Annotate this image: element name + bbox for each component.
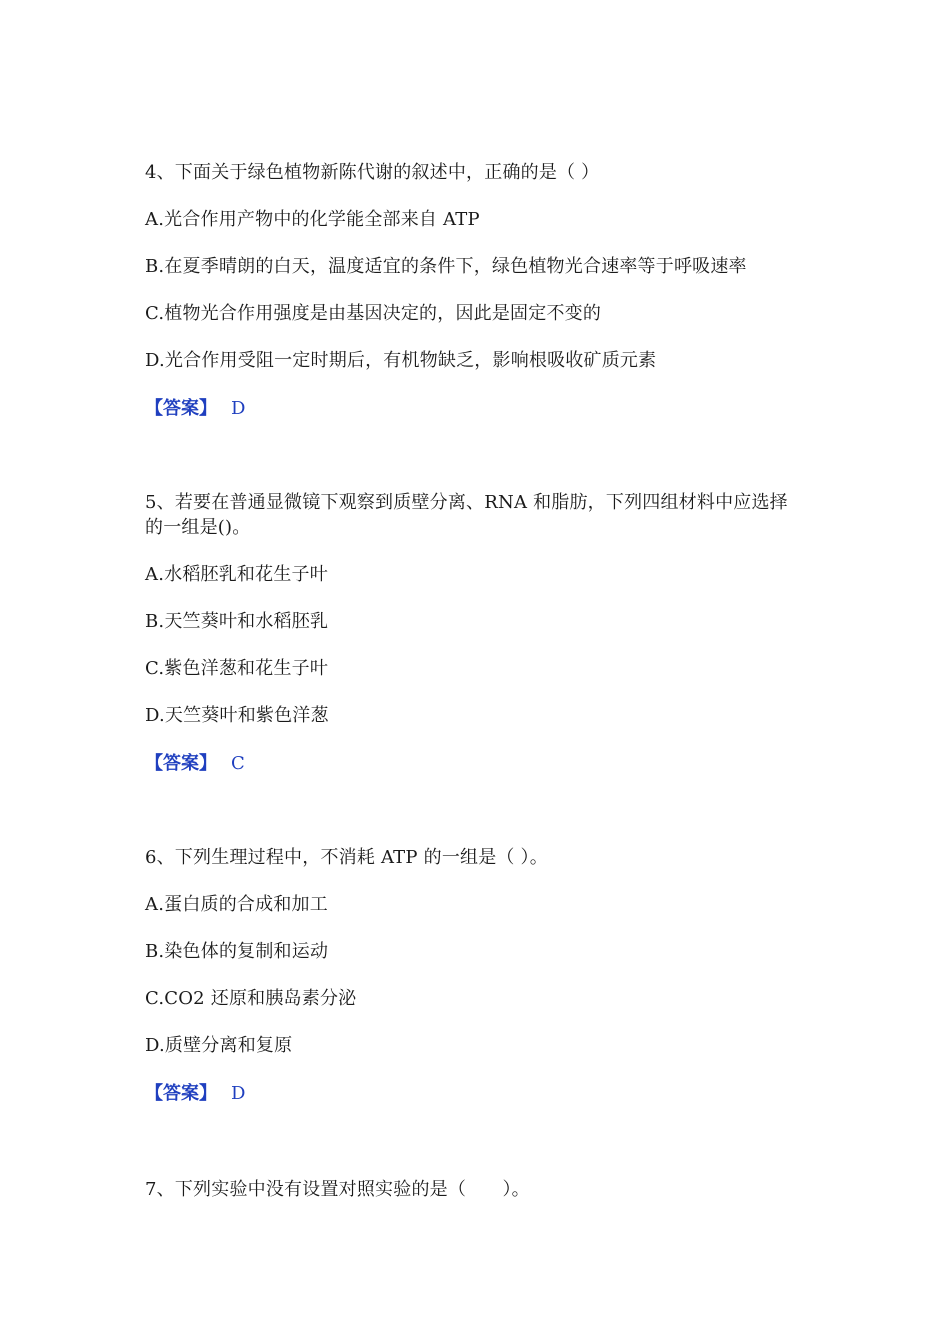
question-6-answer <box>145 1081 245 1107</box>
question-4-stem: 4、下面关于绿色植物新陈代谢的叙述中，正确的是（ ） <box>145 162 600 183</box>
answer-value: D <box>231 398 246 419</box>
question-6-option-b: B.染色体的复制和运动 <box>145 941 329 962</box>
question-6-stem: 6、下列生理过程中，不消耗 ATP 的一组是（ ）。 <box>145 847 548 868</box>
question-4-option-b: B.在夏季晴朗的白天，温度适宜的条件下，绿色植物光合速率等于呼吸速率 <box>145 256 747 277</box>
answer-value: C <box>231 753 245 774</box>
answer-label: 【答案】 <box>145 753 217 774</box>
question-4-option-d: D.光合作用受阻一定时期后，有机物缺乏，影响根吸收矿质元素 <box>145 350 657 371</box>
question-5-option-c: C.紫色洋葱和花生子叶 <box>145 658 329 679</box>
question-6-option-c: C.CO2 还原和胰岛素分泌 <box>145 988 357 1009</box>
question-5-option-d: D.天竺葵叶和紫色洋葱 <box>145 705 329 726</box>
question-5-stem-line-1: 5、若要在普通显微镜下观察到质壁分离、RNA 和脂肪，下列四组材料中应选择 <box>145 492 788 513</box>
question-4-option-c: C.植物光合作用强度是由基因决定的，因此是固定不变的 <box>145 303 602 324</box>
question-6-option-a: A.蛋白质的合成和加工 <box>145 894 328 915</box>
answer-value: D <box>231 1083 246 1104</box>
question-4-option-a: A.光合作用产物中的化学能全部来自 ATP <box>145 209 480 230</box>
question-6-option-d: D.质壁分离和复原 <box>145 1035 293 1056</box>
question-4-answer <box>145 396 245 422</box>
question-5-option-a: A.水稻胚乳和花生子叶 <box>145 564 328 585</box>
question-7-stem: 7、下列实验中没有设置对照实验的是（ ）。 <box>145 1179 530 1200</box>
question-5-answer <box>145 751 245 777</box>
answer-label: 【答案】 <box>145 398 217 419</box>
question-5-option-b: B.天竺葵叶和水稻胚乳 <box>145 611 329 632</box>
question-5-stem-line-2: 的一组是()。 <box>145 517 251 538</box>
answer-label: 【答案】 <box>145 1083 217 1104</box>
